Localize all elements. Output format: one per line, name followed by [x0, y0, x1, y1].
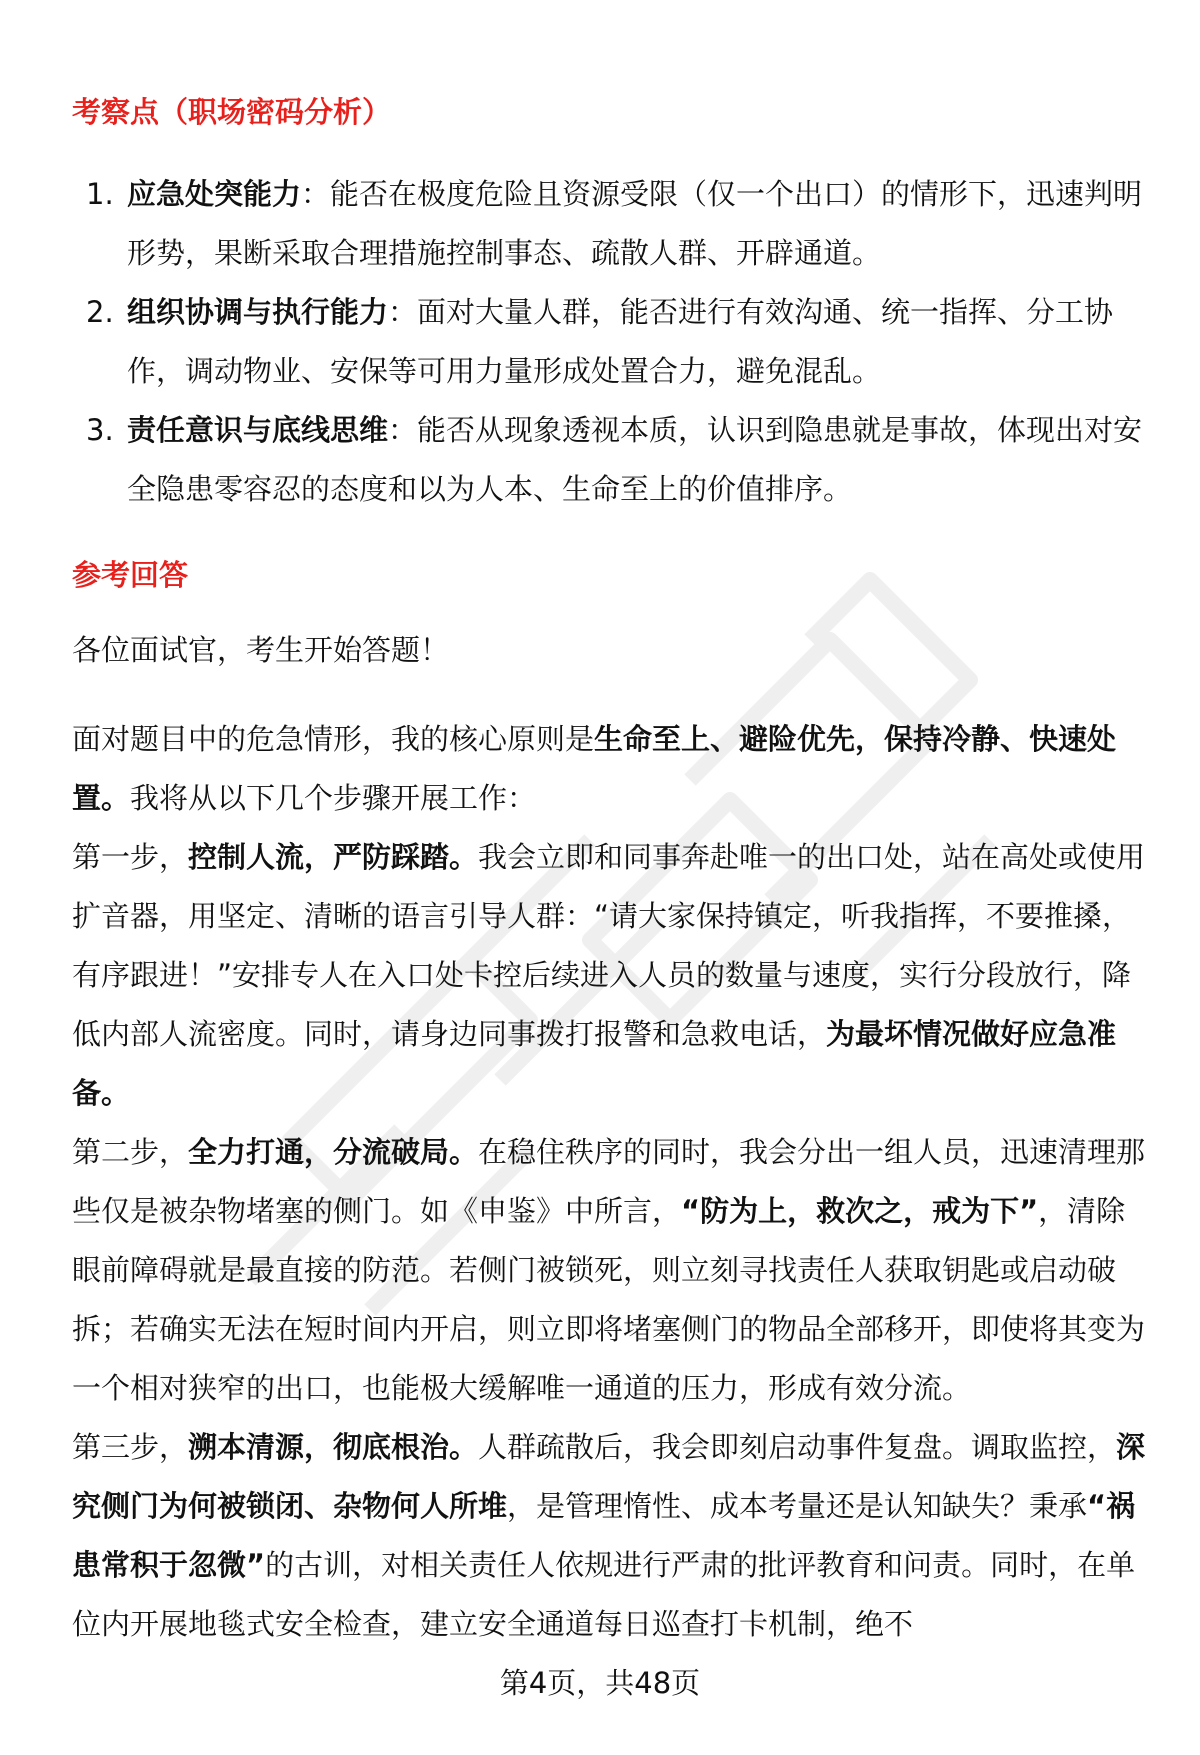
text-run: ，是管理惰性、成本考量还是认知缺失？秉承	[507, 1489, 1088, 1523]
bold-text: 溯本清源，彻底根治。	[188, 1430, 479, 1464]
text-run: ，清除眼前障碍就是最直接的防范。若侧门被锁死，则立刻寻找责任人获取钥匙或启动破拆；若确实无法在短时间内开启，则立即将堵塞侧门的物品全部移开，即使将其变为一个相对狭窄的出口，也能极大缓解唯一通道的压力，形成有效分流。	[72, 1194, 1146, 1405]
text-run: 人群疏散后，我会即刻启动事件复盘。调取监控，	[478, 1430, 1117, 1464]
answer-paragraph-step-3	[72, 1418, 1147, 1654]
bold-quote: “祸患常积于忽微”	[72, 1489, 1136, 1582]
list-item	[72, 283, 1147, 401]
page-number: 第4页，共48页	[499, 1666, 701, 1700]
answer-paragraph-step-2	[72, 1123, 1147, 1418]
list-item-text	[127, 283, 1147, 401]
separator: ：	[388, 295, 418, 329]
text-run: 的古训，对相关责任人依规进行严肃的批评教育和问责。同时，在单位内开展地毯式安全检查，建立安全通道每日巡查打卡机制，绝不	[72, 1548, 1136, 1641]
bold-text: 全力打通，分流破局。	[188, 1135, 479, 1169]
answer-body	[72, 710, 1147, 1654]
text-run: 我将从以下几个步骤开展工作：	[130, 781, 537, 815]
bold-text: 控制人流，严防踩踏。	[188, 840, 479, 874]
bold-quote: “防为上，救次之，戒为下”	[681, 1194, 1039, 1228]
exam-points-list	[72, 165, 1147, 519]
bold-text: 为最坏情况做好应急准备。	[72, 1017, 1117, 1110]
list-item-body: 能否从现象透视本质，认识到隐患就是事故，体现出对安全隐患零容忍的态度和以为人本、生命至上的价值排序。	[127, 413, 1143, 506]
answer-paragraph-step-1	[72, 828, 1147, 1123]
separator: ：	[388, 413, 418, 447]
list-item	[72, 401, 1147, 519]
answer-intro: 各位面试官，考生开始答题！	[72, 633, 450, 667]
list-item-title: 组织协调与执行能力	[127, 295, 389, 329]
text-run: 第二步，	[72, 1135, 189, 1169]
list-item-body: 能否在极度危险且资源受限（仅一个出口）的情形下，迅速判明形势，果断采取合理措施控制事态、疏散人群、开辟通道。	[127, 177, 1143, 270]
separator: ：	[301, 177, 331, 211]
list-item-text	[127, 165, 1147, 283]
answer-paragraph-principle	[72, 710, 1147, 828]
list-item-title: 责任意识与底线思维	[127, 413, 389, 447]
list-item-title: 应急处突能力	[127, 177, 302, 211]
section-heading-reference-answer: 参考回答	[72, 558, 189, 592]
list-item-text	[127, 401, 1147, 519]
text-run: 我会立即和同事奔赴唯一的出口处，站在高处或使用扩音器，用坚定、清晰的语言引导人群：“请大家保持镇定，听我指挥，不要推搡，有序跟进！”安排专人在入口处卡控后续进入人员的数量与速度，实行分段放行，降低内部人流密度。同时，请身边同事拨打报警和急救电话，	[72, 840, 1146, 1051]
list-item-body: 面对大量人群，能否进行有效沟通、统一指挥、分工协作，调动物业、安保等可用力量形成处置合力，避免混乱。	[127, 295, 1114, 388]
list-number: 2.	[86, 295, 114, 329]
text-run: 第一步，	[72, 840, 189, 874]
list-item	[72, 165, 1147, 283]
text-run: 面对题目中的危急情形，我的核心原则是	[72, 722, 595, 756]
text-run: 在稳住秩序的同时，我会分出一组人员，迅速清理那些仅是被杂物堵塞的侧门。如《申鉴》中所言，	[72, 1135, 1146, 1228]
text-run: 第三步，	[72, 1430, 189, 1464]
bold-text: 深究侧门为何被锁闭、杂物何人所堆	[72, 1430, 1146, 1523]
bold-text: 生命至上、避险优先，保持冷静、快速处置。	[72, 722, 1117, 815]
section-heading-exam-points: 考察点（职场密码分析）	[72, 95, 392, 129]
list-number: 3.	[86, 413, 114, 447]
list-number: 1.	[86, 177, 114, 211]
